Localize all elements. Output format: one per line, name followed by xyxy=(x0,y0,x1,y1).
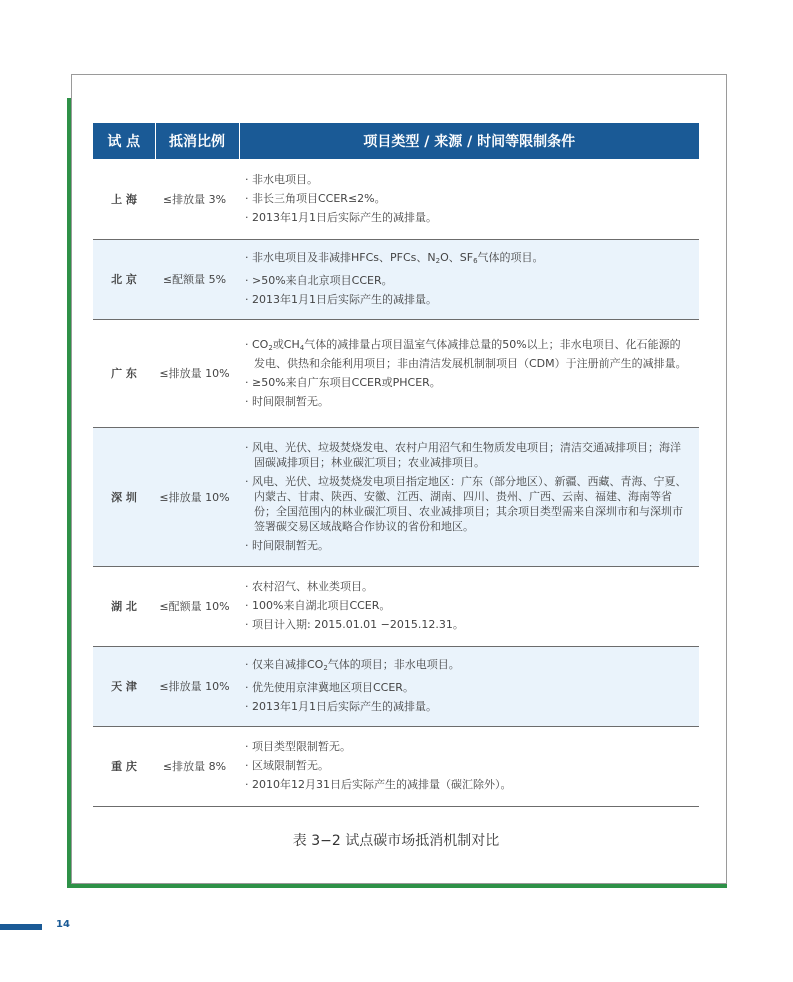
offset-mechanism-table xyxy=(93,123,699,807)
subscript: 4 xyxy=(299,343,305,352)
conditions-cell xyxy=(239,726,699,806)
conditions-cell xyxy=(239,566,699,646)
condition-text: 或CH xyxy=(272,337,300,351)
condition-item: · 非长三角项目CCER≤2%。 xyxy=(245,191,687,206)
table-row xyxy=(93,427,699,566)
offset-ratio: ≤配额量 5% xyxy=(155,239,239,319)
conditions-cell xyxy=(239,319,699,427)
condition-item: · 2013年1月1日后实际产生的减排量。 xyxy=(245,292,687,307)
condition-item: · 优先使用京津冀地区项目CCER。 xyxy=(245,680,687,695)
condition-item: · 2013年1月1日后实际产生的减排量。 xyxy=(245,699,687,714)
offset-ratio: ≤排放量 3% xyxy=(155,159,239,239)
condition-item: · 项目计入期: 2015.01.01 −2015.12.31。 xyxy=(245,617,687,632)
table-row xyxy=(93,566,699,646)
condition-item: · 区域限制暂无。 xyxy=(245,758,687,773)
condition-item: · 2010年12月31日后实际产生的减排量（碳汇除外）。 xyxy=(245,777,687,792)
offset-ratio: ≤排放量 10% xyxy=(155,427,239,566)
table-row xyxy=(93,726,699,806)
page-number: 14 xyxy=(56,919,70,930)
condition-item xyxy=(245,657,687,676)
pilot-city: 天 津 xyxy=(93,646,155,726)
condition-item: · 风电、光伏、垃圾焚烧发电项目指定地区：广东（部分地区）、新疆、西藏、青海、宁夏、内蒙古、甘肃、陕西、安徽、江西、湖南、四川、贵州、广西、云南、福建、海南等省份；全国范围内的林业碳汇项目、农业减排项目；其余项目类型需来自深圳市和与深圳市签署碳交易区域战略合作协议的省份和地区。 xyxy=(245,474,687,534)
subscript: 2 xyxy=(268,343,273,352)
condition-item: · 100%来自湖北项目CCER。 xyxy=(245,598,687,613)
condition-text: CO xyxy=(252,337,269,351)
condition-item xyxy=(245,250,687,269)
table-body xyxy=(93,159,699,806)
condition-text: 气体的项目。 xyxy=(477,251,544,264)
offset-ratio: ≤排放量 10% xyxy=(155,646,239,726)
table-header-row xyxy=(93,123,699,159)
condition-item: · 时间限制暂无。 xyxy=(245,538,687,553)
conditions-cell xyxy=(239,427,699,566)
condition-item: · 非水电项目。 xyxy=(245,172,687,187)
conditions-cell xyxy=(239,646,699,726)
header-conditions: 项目类型 / 来源 / 时间等限制条件 xyxy=(239,123,699,159)
header-ratio: 抵消比例 xyxy=(155,123,239,159)
conditions-cell xyxy=(239,159,699,239)
condition-item: · >50%来自北京项目CCER。 xyxy=(245,273,687,288)
condition-text: O、SF xyxy=(440,251,474,264)
offset-ratio: ≤配额量 10% xyxy=(155,566,239,646)
condition-text: 非水电项目及非减排HFCs、PFCs、N xyxy=(252,251,436,264)
condition-item: · 项目类型限制暂无。 xyxy=(245,739,687,754)
condition-item: · 2013年1月1日后实际产生的减排量。 xyxy=(245,210,687,225)
subscript: 2 xyxy=(435,257,441,265)
conditions-cell xyxy=(239,239,699,319)
table-caption: 表 3−2 试点碳市场抵消机制对比 xyxy=(292,833,500,849)
condition-text: 气体的项目；非水电项目。 xyxy=(327,658,460,671)
pilot-city: 北 京 xyxy=(93,239,155,319)
pilot-city: 广 东 xyxy=(93,319,155,427)
condition-text: 气体的减排量占项目温室气体减排总量的50%以上；非水电项目、化石能源的发电、供热和余能利用项目；非由清洁发展机制制项目（CDM）于注册前产生的减排量。 xyxy=(254,337,687,370)
page-number-bar xyxy=(0,924,42,930)
condition-item: · ≥50%来自广东项目CCER或PHCER。 xyxy=(245,375,687,390)
pilot-city: 上 海 xyxy=(93,159,155,239)
table-row xyxy=(93,646,699,726)
condition-item: · 农村沼气、林业类项目。 xyxy=(245,579,687,594)
condition-item: · 时间限制暂无。 xyxy=(245,394,687,409)
table-row xyxy=(93,239,699,319)
subscript: 6 xyxy=(473,257,478,265)
header-pilot: 试 点 xyxy=(93,123,155,159)
table-row xyxy=(93,319,699,427)
pilot-city: 深 圳 xyxy=(93,427,155,566)
pilot-city: 重 庆 xyxy=(93,726,155,806)
condition-item: · 风电、光伏、垃圾焚烧发电、农村户用沼气和生物质发电项目；清洁交通减排项目；海洋固碳减排项目；林业碳汇项目；农业减排项目。 xyxy=(245,440,687,470)
condition-text: 仅来自减排CO xyxy=(252,658,324,671)
condition-item xyxy=(245,337,687,371)
pilot-city: 湖 北 xyxy=(93,566,155,646)
offset-ratio: ≤排放量 10% xyxy=(155,319,239,427)
offset-ratio: ≤排放量 8% xyxy=(155,726,239,806)
table-row xyxy=(93,159,699,239)
subscript: 2 xyxy=(323,664,328,672)
